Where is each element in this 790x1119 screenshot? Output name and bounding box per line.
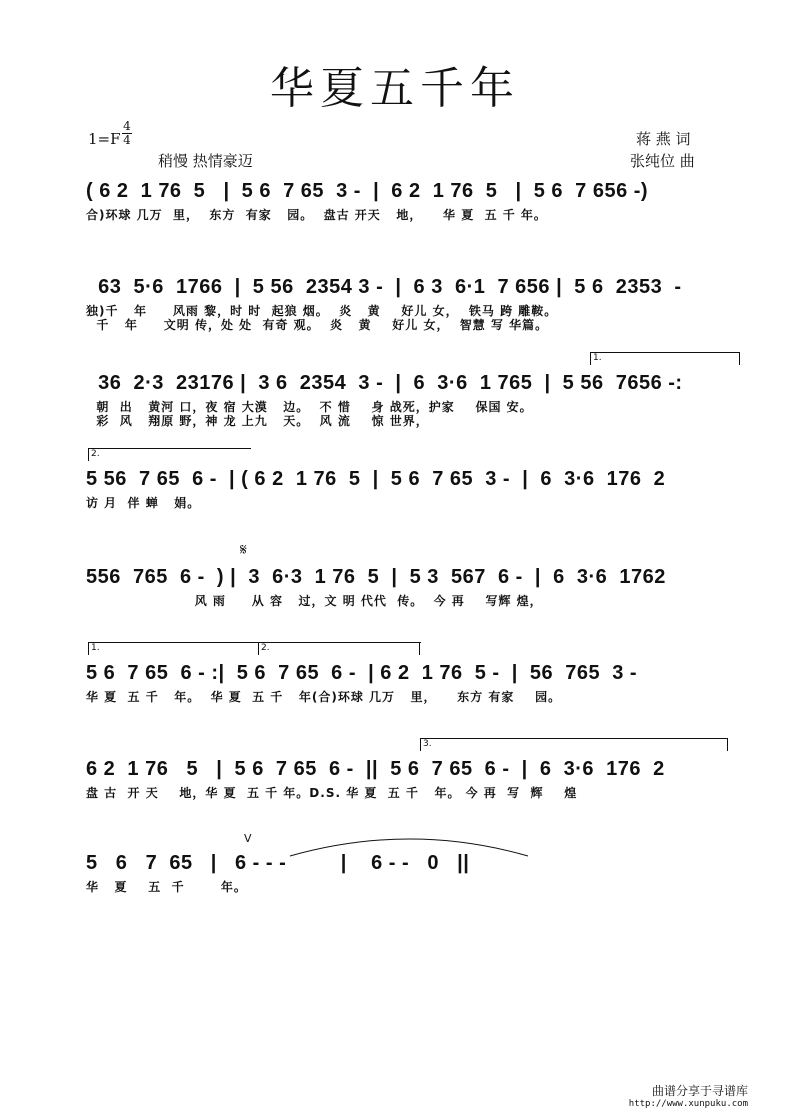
composer: 张纯位 曲 [630,152,695,170]
key-label: 1=F [88,130,121,148]
lyric-line: 华 夏 五 千 年。 [86,880,247,894]
lyric-line: 朝 出 黄河 口，夜 宿 大漠 边。 不 惜 身 战死，护家 保国 安。 [86,400,533,414]
notes-line: 5 6 7 65 | 6 - - - | 6 - - 0 || [86,852,470,874]
lyric-line: 独)千 年 风雨 黎，时 时 起狼 烟。 炎 黄 好儿 女， 铁马 跨 雕鞍。 [86,304,558,318]
volta-bracket: 1. [88,642,420,655]
lyric-line: 彩 风 翔原 野，神 龙 上九 天。 风 流 惊 世界， [86,414,429,428]
footer-source: 曲谱分享于寻谱库 [651,1084,748,1098]
notes-line: 5 6 7 65 6 - :| 5 6 7 65 6 - | 6 2 1 76 5 - | 56 765 3 - [86,662,638,684]
notes-line: 5 56 7 65 6 - | ( 6 2 1 76 5 | 5 6 7 65 3 - | 6 3·6 176 2 [86,468,666,490]
notes-line: 63 5·6 1766 | 5 56 2354 3 - | 6 3 6·1 7 656 | 5 6 2353 - [86,276,682,298]
lyricist: 蒋 燕 词 [636,130,691,148]
lyric-line: 合)环球 几万 里， 东方 有家 园。 盘古 开天 地， 华 夏 五 千 年。 [86,208,547,222]
volta-bracket: 1. [590,352,740,365]
footer-url: http://www.xunpuku.com [628,1099,748,1109]
key-signature [88,130,121,148]
segno-sign: 𝄋 [240,540,247,559]
lyric-line: 风 雨 从 容 过，文 明 代代 传。 今 再 写辉 煌， [86,594,543,608]
watermark-footer [629,1082,748,1109]
time-signature-top: 4 [123,119,131,133]
time-signature [122,120,132,147]
lyric-line: 访 月 伴 蝉 娟。 [86,496,201,510]
lyric-line: 盘 古 开 天 地，华 夏 五 千 年。D.S. 华 夏 五 千 年。 今 再 写 辉 煌 [86,786,578,800]
volta-bracket: 2. [88,448,251,461]
notes-line: 556 765 6 - ) | 3 6·3 1 76 5 | 5 3 567 6 - | 6 3·6 1762 [86,566,666,588]
tempo-marking: 稍慢 热情豪迈 [158,152,253,170]
notes-line: 6 2 1 76 5 | 5 6 7 65 6 - || 5 6 7 65 6 - | 6 3·6 176 2 [86,758,665,780]
notes-line: 36 2·3 23176 | 3 6 2354 3 - | 6 3·6 1 765 | 5 56 7656 -: [86,372,683,394]
volta-bracket: 2. [258,642,421,655]
notes-line: ( 6 2 1 76 5 | 5 6 7 65 3 - | 6 2 1 76 5 | 5 6 7 656 -) [86,180,649,202]
breath-mark: V [244,832,252,845]
lyric-line: 千 年 文明 传，处 处 有奇 观。 炎 黄 好儿 女， 智慧 写 华篇。 [86,318,549,332]
page-title: 华夏五千年 [270,63,520,114]
time-signature-bottom: 4 [123,133,131,147]
volta-bracket: 3. [420,738,728,751]
lyric-line: 华 夏 五 千 年。 华 夏 五 千 年(合)环球 几万 里， 东方 有家 园。 [86,690,562,704]
